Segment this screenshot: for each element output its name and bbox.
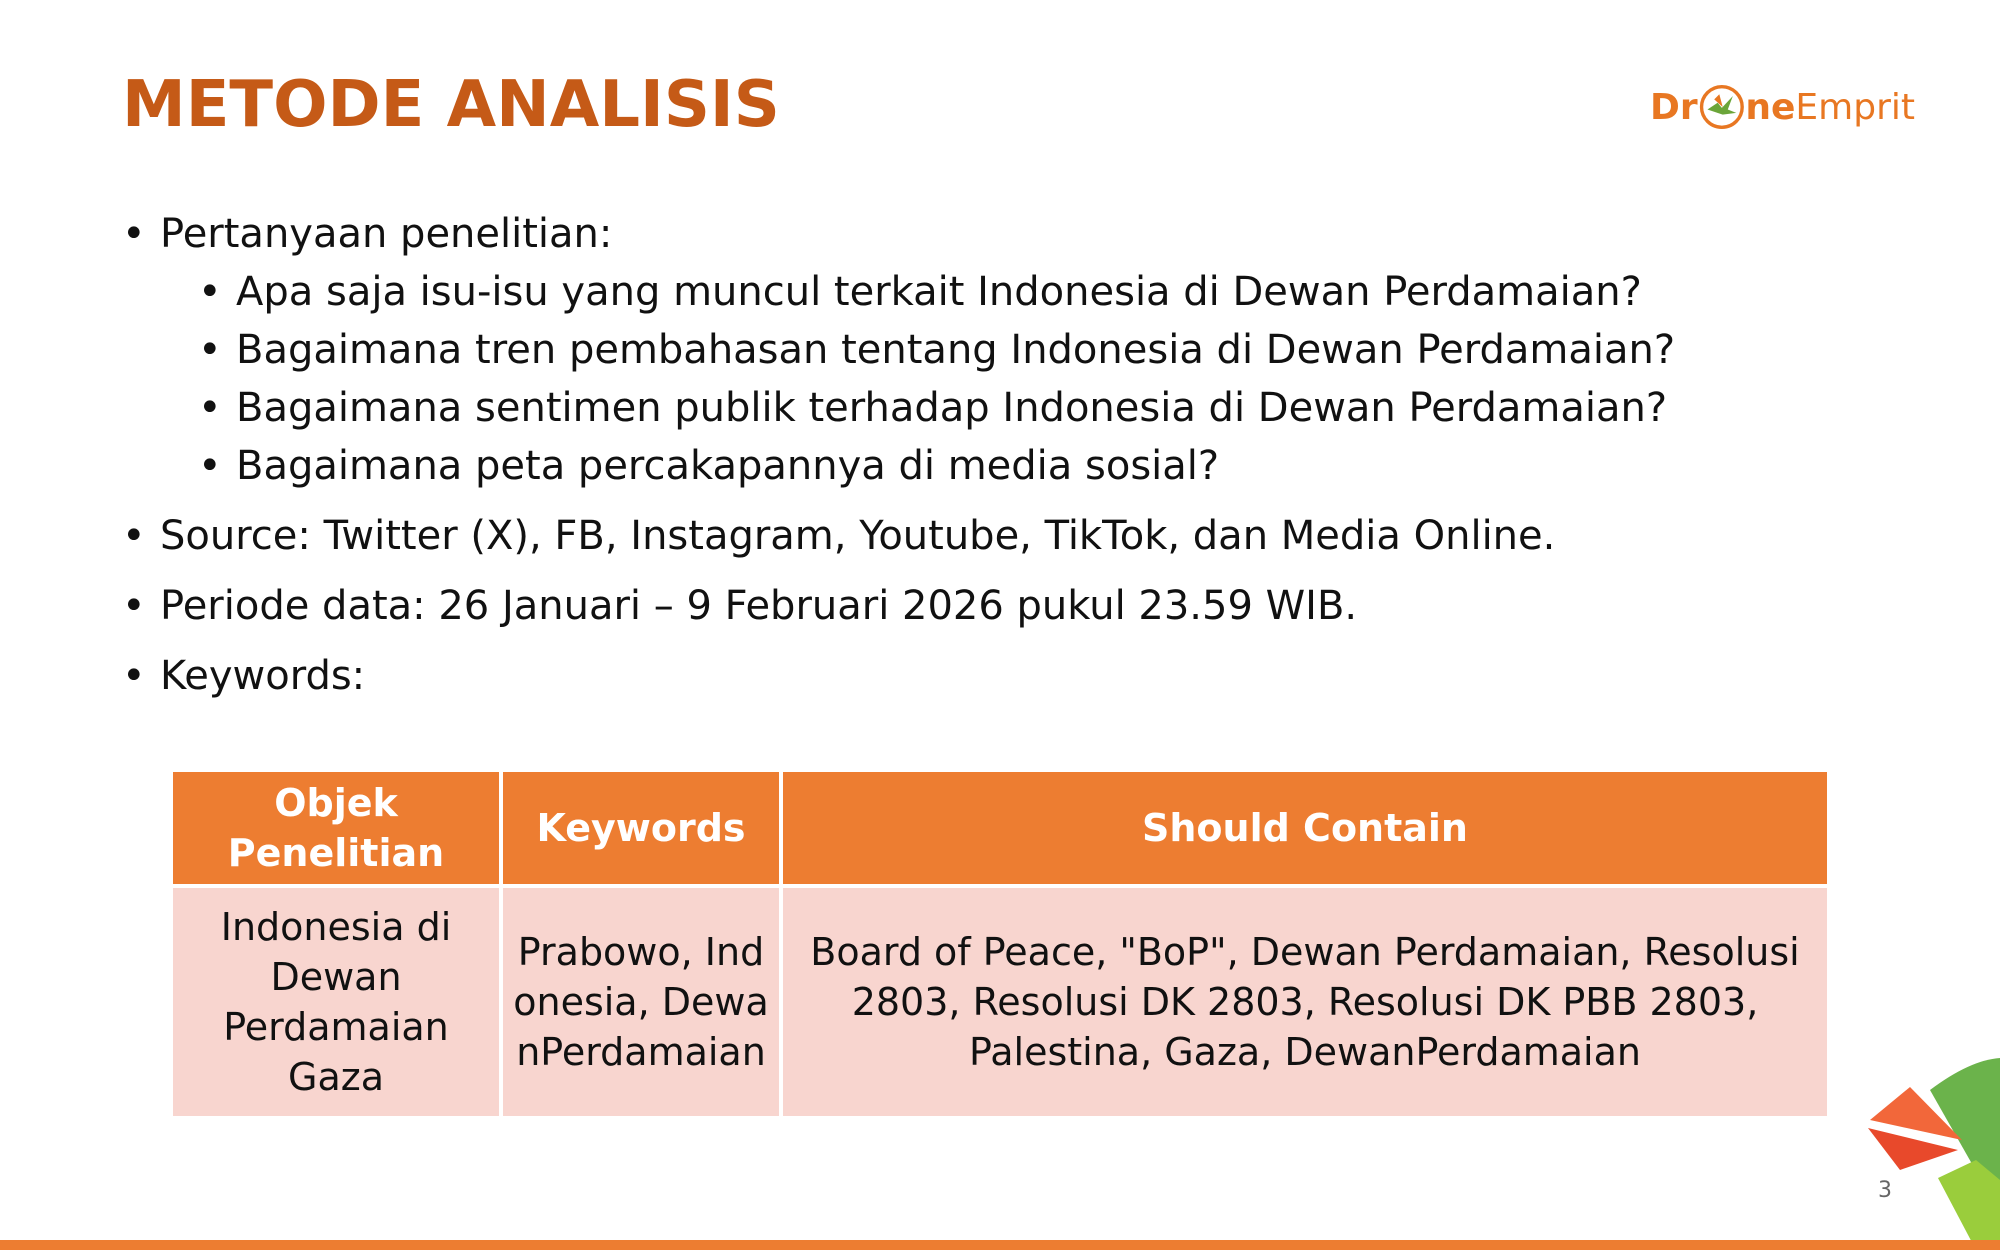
cell-objek-penelitian: Indonesia di Dewan Perdamaian Gaza — [171, 886, 501, 1118]
drone-emprit-logo — [1650, 72, 1915, 142]
drone-bird-icon — [1699, 80, 1745, 134]
page-number: 3 — [1878, 1178, 1892, 1203]
bullet-question-1: • Apa saja isu-isu yang muncul terkait Indonesia di Dewan Perdamaian? — [122, 263, 1675, 321]
bullet-keywords: • Keywords: — [122, 647, 1675, 705]
cell-should-contain: Board of Peace, "BoP", Dewan Perdamaian, Resolusi 2803, Resolusi DK 2803, Resolusi DK PBB 2803, Palestina, Gaza, DewanPerdamaian — [781, 886, 1829, 1118]
header-objek-penelitian: Objek Penelitian — [171, 770, 501, 886]
bullet-period: • Periode data: 26 Januari – 9 Februari 2026 pukul 23.59 WIB. — [122, 577, 1675, 635]
bullet-list — [122, 205, 1675, 705]
logo-text-ne: ne — [1745, 86, 1796, 128]
bullet-research-questions: • Pertanyaan penelitian: — [122, 205, 1675, 263]
bullet-question-2: • Bagaimana tren pembahasan tentang Indonesia di Dewan Perdamaian? — [122, 321, 1675, 379]
table-header-row — [171, 770, 1829, 886]
bottom-accent-bar — [0, 1240, 2000, 1250]
logo-text-dr: Dr — [1650, 86, 1698, 128]
bullet-question-3: • Bagaimana sentimen publik terhadap Indonesia di Dewan Perdamaian? — [122, 379, 1675, 437]
table-row — [171, 886, 1829, 1118]
bullet-question-4: • Bagaimana peta percakapannya di media sosial? — [122, 437, 1675, 495]
slide-title: METODE ANALISIS — [122, 68, 780, 142]
logo-text-emprit: Emprit — [1795, 86, 1915, 128]
cell-keywords: Prabowo, Indonesia, DewanPerdamaian — [501, 886, 781, 1118]
decorative-corner-shapes — [1840, 1050, 2000, 1250]
header-keywords: Keywords — [501, 770, 781, 886]
keywords-table — [169, 768, 1831, 1120]
bullet-source: • Source: Twitter (X), FB, Instagram, Youtube, TikTok, dan Media Online. — [122, 507, 1675, 565]
header-should-contain: Should Contain — [781, 770, 1829, 886]
